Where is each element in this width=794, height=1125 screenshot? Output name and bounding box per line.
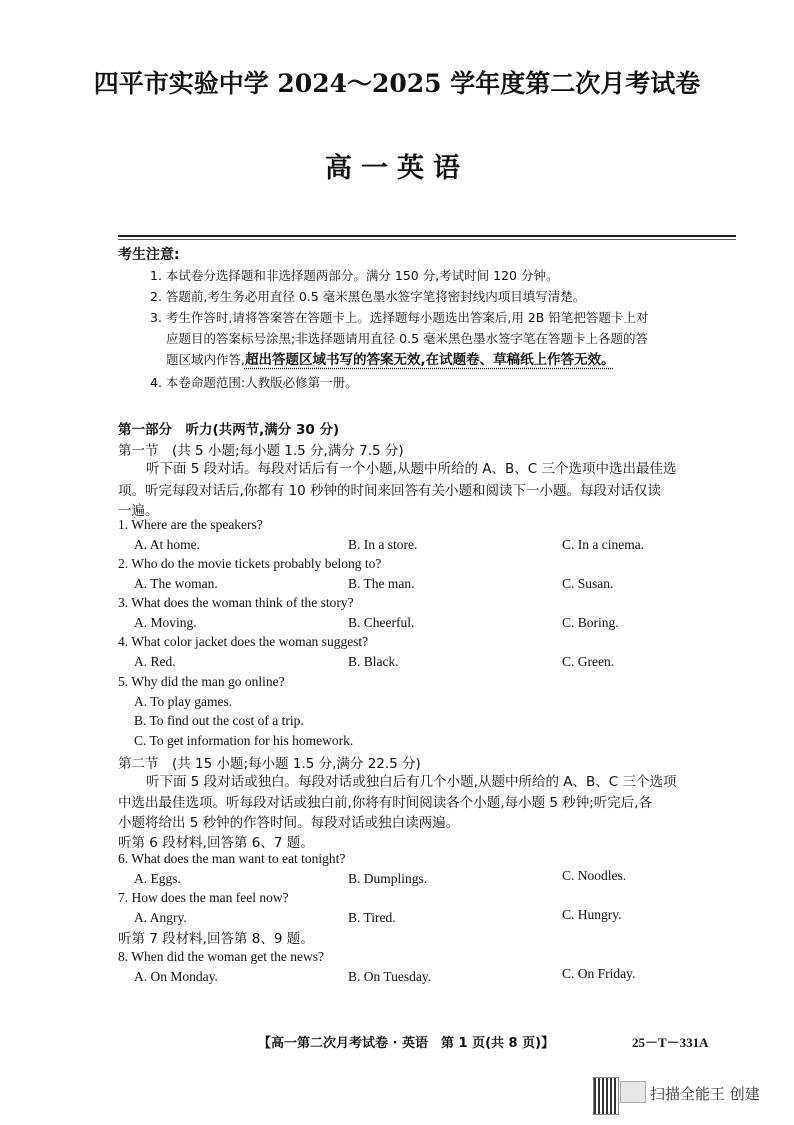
section2-instr-3: 小题将给出 5 秒钟的作答时间。每段对话或独白读两遍。 — [118, 815, 460, 831]
q4-option-b: B. Black. — [348, 654, 399, 669]
notice-item-3-cont: 应题目的答案标号涂黑;非选择题请用直径 0.5 毫米黑色墨水签字笔在答题卡上各题的答 — [166, 331, 649, 346]
notice-item-3-end — [166, 350, 615, 370]
question-2: 2. Who do the movie tickets probably belong to? — [118, 556, 382, 571]
scanner-logo-icon — [620, 1081, 646, 1103]
question-1: 1. Where are the speakers? — [118, 517, 263, 532]
watermark-text: 扫描全能王 创建 — [650, 1085, 760, 1103]
section1-instr-2: 项。听完每段对话后,你都有 10 秒钟的时间来回答有关小题和阅读下一小题。每段对话仅读 — [118, 483, 662, 499]
question-5: 5. Why did the man go online? — [118, 674, 285, 689]
notice-emphasis: 超出答题区域书写的答案无效,在试题卷、草稿纸上作答无效。 — [244, 352, 615, 368]
question-4: 4. What color jacket does the woman suggest? — [118, 634, 369, 649]
q5-option-b: B. To find out the cost of a trip. — [134, 713, 304, 728]
q3-option-a: A. Moving. — [134, 615, 197, 630]
q2-option-c: C. Susan. — [562, 576, 614, 591]
subject-title: 高一英语 — [325, 153, 469, 184]
q8-option-c: C. On Friday. — [562, 966, 636, 981]
header-rule — [118, 235, 736, 237]
q7-option-a: A. Angry. — [134, 910, 187, 925]
page-footer: 【高一第二次月考试卷 · 英语 第 1 页(共 8 页)】 — [258, 1036, 555, 1051]
q1-option-c: C. In a cinema. — [562, 537, 645, 552]
q1-option-b: B. In a store. — [348, 537, 418, 552]
q2-option-b: B. The man. — [348, 576, 415, 591]
notice-heading: 考生注意: — [118, 247, 180, 263]
q5-option-c: C. To get information for his homework. — [134, 733, 354, 748]
q7-option-c: C. Hungry. — [562, 907, 622, 922]
qr-code-icon — [593, 1077, 619, 1115]
q3-option-b: B. Cheerful. — [348, 615, 415, 630]
notice-item-2: 2. 答题前,考生务必用直径 0.5 毫米黑色墨水签字笔将密封线内项目填写清楚。 — [150, 289, 586, 304]
paper-code: 25－T－331A — [632, 1035, 709, 1050]
header-rule-thin — [118, 239, 736, 240]
question-7: 7. How does the man feel now? — [118, 890, 289, 905]
q3-option-c: C. Boring. — [562, 615, 619, 630]
section2-instr-2: 中选出最佳选项。听每段对话或独白前,你将有时间阅读各个小题,每小题 5 秒钟;听完后,各 — [118, 795, 653, 811]
q6-option-b: B. Dumplings. — [348, 871, 428, 886]
question-3: 3. What does the woman think of the story? — [118, 595, 354, 610]
notice-item-4: 4. 本卷命题范围:人教版必修第一册。 — [150, 375, 358, 390]
q4-option-a: A. Red. — [134, 654, 176, 669]
material-6-heading: 听第 6 段材料,回答第 6、7 题。 — [118, 835, 314, 851]
q6-option-c: C. Noodles. — [562, 868, 627, 883]
q4-option-c: C. Green. — [562, 654, 615, 669]
question-6: 6. What does the man want to eat tonight? — [118, 851, 346, 866]
section1-instr-3: 一遍。 — [118, 503, 159, 519]
section2-heading: 第二节 (共 15 小题;每小题 1.5 分,满分 22.5 分) — [118, 756, 421, 772]
part1-heading: 第一部分 听力(共两节,满分 30 分) — [118, 422, 340, 438]
section1-instr-1: 听下面 5 段对话。每段对话后有一个小题,从题中所给的 A、B、C 三个选项中选出最佳选 — [146, 461, 677, 477]
notice-item-3-end-text: 题区域内作答, — [166, 352, 245, 367]
q8-option-b: B. On Tuesday. — [348, 969, 432, 984]
q6-option-a: A. Eggs. — [134, 871, 181, 886]
q5-option-a: A. To play games. — [134, 694, 233, 709]
q8-option-a: A. On Monday. — [134, 969, 218, 984]
notice-item-1: 1. 本试卷分选择题和非选择题两部分。满分 150 分,考试时间 120 分钟。 — [150, 268, 559, 283]
q2-option-a: A. The woman. — [134, 576, 218, 591]
question-8: 8. When did the woman get the news? — [118, 949, 324, 964]
q1-option-a: A. At home. — [134, 537, 200, 552]
q7-option-b: B. Tired. — [348, 910, 396, 925]
notice-item-3: 3. 考生作答时,请将答案答在答题卡上。选择题每小题选出答案后,用 2B 铅笔把答题卡上对 — [150, 310, 649, 325]
material-7-heading: 听第 7 段材料,回答第 8、9 题。 — [118, 931, 314, 947]
exam-title: 四平市实验中学 2024～2025 学年度第二次月考试卷 — [93, 69, 701, 98]
section2-instr-1: 听下面 5 段对话或独白。每段对话或独白后有几个小题,从题中所给的 A、B、C 三个选项 — [146, 774, 677, 790]
section1-heading: 第一节 (共 5 小题;每小题 1.5 分,满分 7.5 分) — [118, 443, 404, 459]
